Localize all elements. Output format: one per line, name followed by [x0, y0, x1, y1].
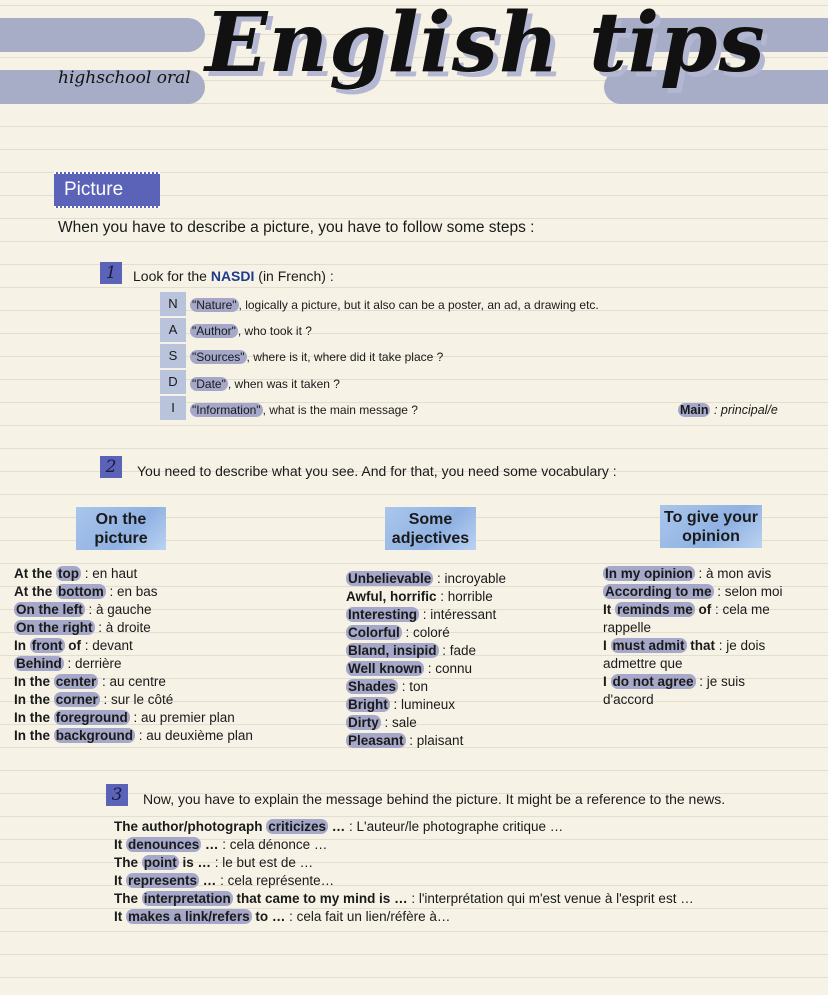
vocabulary-item: [14, 619, 253, 637]
vocab-translation: : coloré: [401, 625, 450, 640]
phrase-translation: : le but est de …: [211, 855, 314, 870]
vocab-translation: : lumineux: [389, 697, 456, 712]
vocabulary-item: [603, 655, 783, 673]
step-3-text: Now, you have to explain the message behind the picture. It might be a reference to the news.: [143, 791, 726, 807]
vocab-prefix: In: [14, 638, 30, 653]
nasdi-term: "Information": [192, 403, 261, 417]
phrase-highlight: point: [143, 855, 177, 870]
vocab-highlight: Colorful: [348, 625, 400, 640]
nasdi-letter: I: [160, 396, 186, 420]
vocab-highlight: do not agree: [612, 674, 694, 689]
vocab-translation: : horrible: [436, 589, 493, 604]
vocab-translation: : ton: [398, 679, 429, 694]
vocab-translation: : cela me: [711, 602, 770, 617]
nasdi-letter-column: [160, 292, 186, 422]
nasdi-term: "Sources": [192, 350, 245, 364]
phrase-prefix: It: [114, 909, 126, 924]
vocabulary-item: [14, 709, 253, 727]
nasdi-term: "Nature": [192, 298, 237, 312]
vocabulary-item: [14, 673, 253, 691]
vocabulary-item: [346, 714, 506, 732]
phrase-translation: : cela dénonce …: [218, 837, 328, 852]
vocabulary-item: [14, 583, 253, 601]
message-phrase: [114, 836, 694, 854]
vocab-highlight: Bland, insipid: [348, 643, 437, 658]
nasdi-rest: , who took it ?: [237, 324, 312, 338]
vocabulary-column: [346, 570, 506, 750]
nasdi-letter: A: [160, 318, 186, 342]
vocab-highlight: On the left: [16, 602, 83, 617]
vocab-highlight: Unbelievable: [348, 571, 432, 586]
vocabulary-column: [603, 565, 783, 709]
nasdi-term: "Date": [192, 377, 226, 391]
phrase-prefix: It: [114, 873, 126, 888]
nasdi-description: [190, 298, 599, 312]
nasdi-rest: , logically a picture, but it also can be a poster, an ad, a drawing etc.: [238, 298, 599, 312]
step-1-badge: 1: [100, 262, 122, 284]
vocab-translation: : connu: [424, 661, 473, 676]
nasdi-rest: , what is the main message ?: [262, 403, 418, 417]
vocab-prefix: In the: [14, 728, 54, 743]
vocab-highlight: Shades: [348, 679, 397, 694]
phrase-translation: : L'auteur/le photographe critique …: [345, 819, 564, 834]
vocab-highlight: bottom: [58, 584, 104, 599]
page-subtitle: highschool oral: [58, 68, 191, 88]
phrase-translation: : cela représente…: [216, 873, 335, 888]
vocab-highlight: background: [55, 728, 134, 743]
vocabulary-item: [346, 732, 506, 750]
vocabulary-item: [346, 570, 506, 588]
vocab-translation: : je suis: [695, 674, 746, 689]
phrase-ellipsis: …: [201, 837, 219, 852]
message-phrase: [114, 854, 694, 872]
vocab-highlight: On the right: [16, 620, 93, 635]
vocabulary-item: [346, 588, 506, 606]
phrase-highlight: denounces: [128, 837, 200, 852]
page-title: English tips: [205, 0, 766, 91]
column-heading-line: On the: [95, 511, 147, 528]
phrase-ellipsis: …: [199, 873, 217, 888]
vocab-highlight: center: [55, 674, 97, 689]
step-1-text: Look for the NASDI (in French) :: [133, 268, 334, 284]
vocabulary-item: [603, 637, 783, 655]
main-note-term: Main: [680, 403, 709, 417]
vocabulary-item: [346, 678, 506, 696]
vocab-translation: : derrière: [63, 656, 122, 671]
vocab-highlight: According to me: [605, 584, 712, 599]
vocab-connector: of: [694, 602, 712, 617]
vocab-prefix: At the: [14, 566, 56, 581]
message-phrase: [114, 872, 694, 890]
vocabulary-item: [14, 637, 253, 655]
phrase-translation: : cela fait un lien/réfère à…: [285, 909, 451, 924]
vocab-translation: : au premier plan: [129, 710, 235, 725]
phrase-prefix: The: [114, 891, 142, 906]
vocab-translation: : en bas: [105, 584, 158, 599]
intro-text: When you have to describe a picture, you have to follow some steps :: [58, 219, 535, 236]
vocabulary-item: [346, 660, 506, 678]
phrase-translation: : l'interprétation qui m'est venue à l'esprit est …: [407, 891, 694, 906]
vocab-prefix: Awful, horrific: [346, 589, 437, 604]
nasdi-description: [190, 403, 418, 417]
vocabulary-item: [14, 601, 253, 619]
vocab-translation: d'accord: [603, 692, 654, 707]
vocabulary-item: [346, 624, 506, 642]
nasdi-description: [190, 377, 340, 391]
vocab-highlight: Well known: [348, 661, 423, 676]
vocabulary-item: [603, 583, 783, 601]
phrase-highlight: makes a link/refers: [128, 909, 250, 924]
vocabulary-item: [603, 691, 783, 709]
phrase-ellipsis: that came to my mind is …: [232, 891, 408, 906]
nasdi-description: [190, 350, 443, 364]
vocab-prefix: I: [603, 674, 611, 689]
vocabulary-item: [346, 696, 506, 714]
nasdi-letter: N: [160, 292, 186, 316]
column-heading-line: picture: [94, 530, 148, 547]
vocab-translation: : au centre: [98, 674, 166, 689]
vocabulary-item: [346, 606, 506, 624]
column-heading: [660, 505, 762, 548]
column-heading-line: opinion: [682, 528, 740, 545]
phrase-prefix: The author/photograph: [114, 819, 267, 834]
column-heading: [76, 507, 166, 550]
vocab-translation: : sur le côté: [99, 692, 174, 707]
vocabulary-column: [14, 565, 253, 745]
vocabulary-item: [603, 619, 783, 637]
message-phrase: [114, 890, 694, 908]
vocabulary-item: [603, 673, 783, 691]
vocab-translation: : intéressant: [419, 607, 497, 622]
nasdi-rest: , when was it taken ?: [227, 377, 340, 391]
vocab-translation: : fade: [438, 643, 477, 658]
step-3-badge: 3: [106, 784, 128, 806]
column-heading-line: To give your: [664, 509, 758, 526]
phrase-prefix: It: [114, 837, 126, 852]
vocab-highlight: Behind: [16, 656, 62, 671]
column-heading: [385, 507, 476, 550]
message-phrase: [114, 908, 694, 926]
vocab-highlight: foreground: [55, 710, 128, 725]
nasdi-description: [190, 324, 312, 338]
vocab-translation: : en haut: [81, 566, 138, 581]
vocab-translation: : incroyable: [433, 571, 507, 586]
main-note: Main : principal/e: [680, 403, 778, 417]
vocab-highlight: front: [31, 638, 63, 653]
header-band-left-top: [0, 18, 205, 52]
vocab-translation: : plaisant: [405, 733, 464, 748]
vocabulary-item: [603, 601, 783, 619]
vocab-highlight: Interesting: [348, 607, 418, 622]
vocab-highlight: Bright: [348, 697, 388, 712]
vocab-highlight: In my opinion: [605, 566, 693, 581]
vocabulary-item: [14, 565, 253, 583]
vocab-highlight: reminds me: [617, 602, 693, 617]
vocab-translation: : à mon avis: [694, 566, 772, 581]
vocab-connector: that: [686, 638, 716, 653]
vocabulary-item: [14, 727, 253, 745]
section-label: Picture: [54, 172, 160, 208]
nasdi-term: "Author": [192, 324, 236, 338]
vocab-translation: : je dois: [715, 638, 766, 653]
vocabulary-item: [346, 642, 506, 660]
vocab-prefix: It: [603, 602, 615, 617]
vocab-highlight: Pleasant: [348, 733, 404, 748]
nasdi-letter: S: [160, 344, 186, 368]
vocab-translation: : devant: [81, 638, 133, 653]
vocab-translation: : sale: [380, 715, 417, 730]
nasdi-letter: D: [160, 370, 186, 394]
message-phrases: [114, 818, 694, 926]
vocab-highlight: corner: [55, 692, 98, 707]
vocabulary-item: [14, 691, 253, 709]
column-heading-line: adjectives: [391, 530, 470, 547]
phrase-ellipsis: is …: [178, 855, 212, 870]
vocab-translation: admettre que: [603, 656, 683, 671]
phrase-ellipsis: …: [328, 819, 346, 834]
vocab-prefix: In the: [14, 674, 54, 689]
vocab-translation: : au deuxième plan: [135, 728, 253, 743]
step-2-text: You need to describe what you see. And for that, you need some vocabulary :: [137, 463, 617, 479]
phrase-highlight: interpretation: [143, 891, 231, 906]
step-2-badge: 2: [100, 456, 122, 478]
vocabulary-item: [14, 655, 253, 673]
vocab-prefix: I: [603, 638, 611, 653]
message-phrase: [114, 818, 694, 836]
vocabulary-item: [603, 565, 783, 583]
vocab-connector: of: [64, 638, 81, 653]
vocab-highlight: top: [58, 566, 79, 581]
vocab-prefix: In the: [14, 710, 54, 725]
vocab-prefix: In the: [14, 692, 54, 707]
phrase-ellipsis: to …: [251, 909, 286, 924]
vocab-prefix: At the: [14, 584, 56, 599]
column-heading-line: Some: [408, 511, 453, 528]
vocab-highlight: Dirty: [348, 715, 379, 730]
vocab-translation: : selon moi: [713, 584, 783, 599]
phrase-highlight: represents: [128, 873, 198, 888]
vocab-translation: : à droite: [94, 620, 151, 635]
phrase-highlight: criticizes: [268, 819, 327, 834]
vocab-translation: rappelle: [603, 620, 652, 635]
nasdi-keyword: NASDI: [210, 268, 255, 284]
nasdi-rest: , where is it, where did it take place ?: [246, 350, 444, 364]
phrase-prefix: The: [114, 855, 142, 870]
vocab-translation: : à gauche: [84, 602, 152, 617]
vocab-highlight: must admit: [612, 638, 685, 653]
